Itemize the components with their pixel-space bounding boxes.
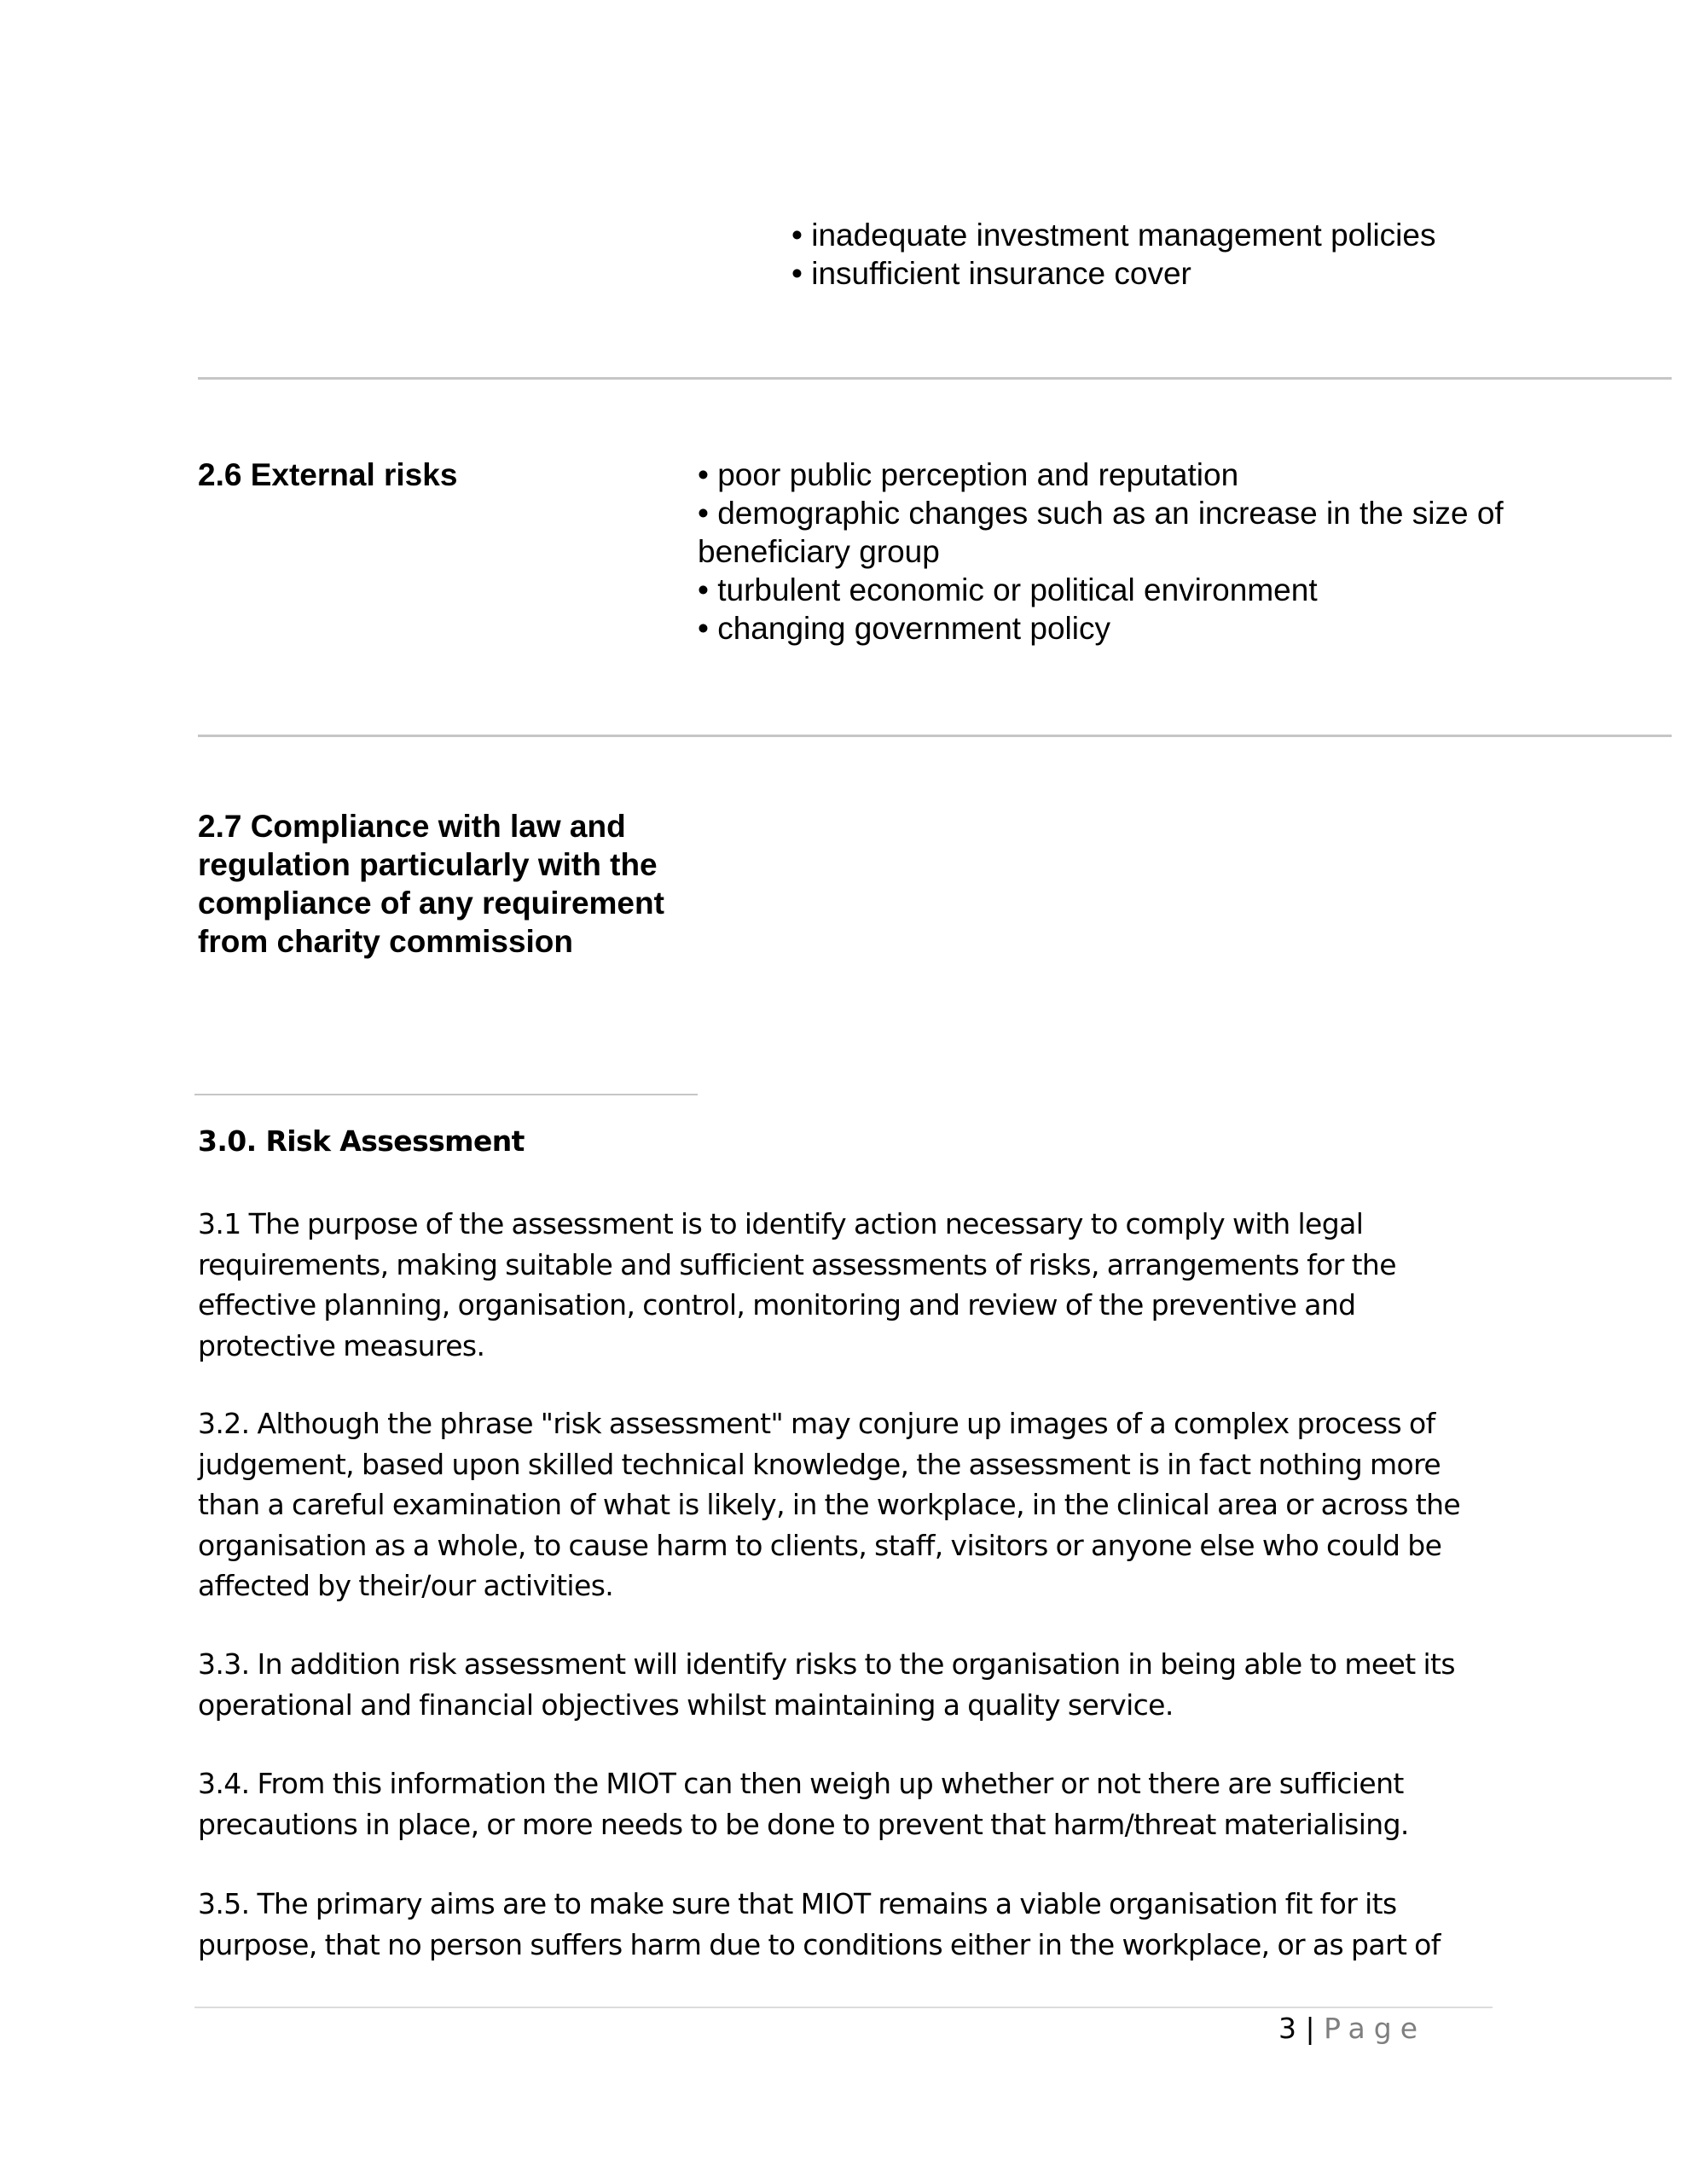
list-item: • insufficient insurance cover [791, 256, 1191, 291]
section-divider [198, 735, 1672, 737]
list-item: • inadequate investment management policies [791, 218, 1436, 253]
page-footer [1278, 2012, 1426, 2046]
page-label: Page [1324, 2012, 1426, 2045]
list-item: • changing government policy [698, 611, 1110, 646]
paragraph-3-5: 3.5. The primary aims are to make sure that MIOT remains a viable organisation fit for its purpose, that no person suffers harm due to conditions either in the workplace, or as part of [198, 1887, 1441, 1961]
section-divider [194, 1094, 698, 1095]
list-item: • demographic changes such as an increase in the size of beneficiary group [698, 496, 1504, 569]
section-heading-risk-assessment: 3.0. Risk Assessment [198, 1124, 525, 1158]
external-risks-list [698, 456, 1551, 648]
section-heading-external-risks: 2.6 External risks [198, 457, 458, 492]
paragraph-3-3: 3.3. In addition risk assessment will identify risks to the organisation in being able to meet its operational and financial objectives whilst maintaining a quality service. [198, 1647, 1455, 1722]
page-separator: | [1305, 2012, 1315, 2045]
list-item: • turbulent economic or political environment [698, 572, 1318, 607]
section-heading-compliance: 2.7 Compliance with law and regulation particularly with the compliance of any requirement from charity commission [198, 809, 664, 959]
list-item: • poor public perception and reputation [698, 457, 1239, 492]
paragraph-3-4: 3.4. From this information the MIOT can then weigh up whether or not there are sufficient precautions in place, or more needs to be done to prevent that harm/threat materialising. [198, 1767, 1409, 1841]
paragraph-3-1: 3.1 The purpose of the assessment is to identify action necessary to comply with legal requirements, making suitable and sufficient assessments of risks, arrangements for the effective planning, organisation, control, monitoring and review of the preventive and protective measures. [198, 1207, 1396, 1362]
paragraph-3-2: 3.2. Although the phrase "risk assessment" may conjure up images of a complex process of judgement, based upon skilled technical knowledge, the assessment is in fact nothing more than a careful examination of what is likely, in the workplace, in the clinical area or across the organisation as a whole, to cause harm to clients, staff, visitors or anyone else who could be affected by their/our activities. [198, 1407, 1461, 1602]
section-divider [198, 377, 1672, 380]
footer-divider [194, 2007, 1493, 2008]
page-number: 3 [1278, 2012, 1296, 2045]
continued-risk-list [791, 216, 1644, 293]
